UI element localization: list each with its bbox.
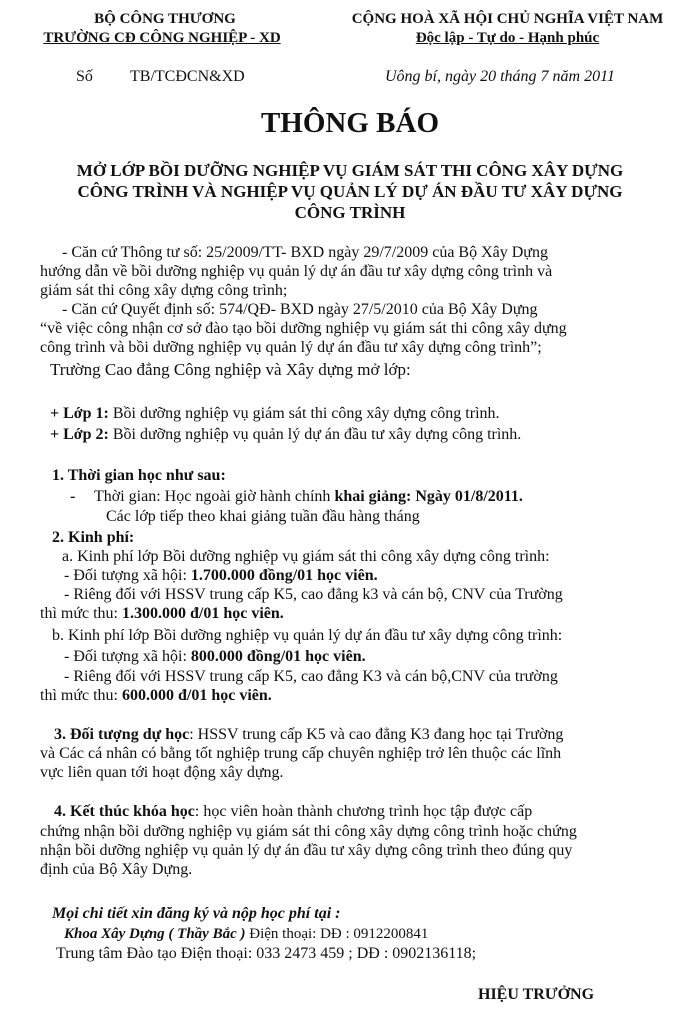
section-3-line-3: vực liên quan tới hoạt động xây dựng.: [40, 764, 284, 781]
document-title: THÔNG BÁO: [260, 107, 440, 139]
section-2-a-social-label: - Đối tượng xã hội:: [64, 567, 191, 584]
section-3-text: : HSSV trung cấp K5 và cao đẳng K3 đang học tại Trường: [189, 726, 564, 743]
section-3-heading: 3. Đối tượng dự học: [54, 726, 190, 743]
basis-1-line-2: hướng dẫn về bồi dưỡng nghiệp vụ quản lý dự án đầu tư xây dựng công trình và: [40, 263, 553, 280]
section-4-line-1: [54, 802, 532, 821]
section-2-b-student-prefix: thì mức thu:: [40, 687, 122, 704]
class-1-label: + Lớp 1:: [50, 405, 109, 422]
section-1-line-2: Các lớp tiếp theo khai giảng tuần đầu hàng tháng: [106, 508, 420, 525]
section-2-b-social-value: 800.000 đồng/01 học viên.: [190, 648, 366, 665]
signature-title: HIỆU TRƯỞNG: [478, 986, 595, 1003]
ministry-name: BỘ CÔNG THƯƠNG: [94, 11, 236, 27]
contact-faculty: Khoa Xây Dựng ( Thầy Bắc ): [64, 926, 246, 942]
section-2-a-student-line-1: - Riêng đối với HSSV trung cấp K5, cao đẳng k3 và cán bộ, CNV của Trường: [64, 586, 563, 603]
school-name-text: TRƯỜNG CĐ CÔNG NGHIỆP - XD: [43, 30, 281, 46]
basis-1-line-3: giám sát thi công xây dựng công trình;: [40, 282, 288, 299]
section-3-line-2: và Các cá nhân có bằng tốt nghiệp trung cấp chuyên nghiệp trở lên thuộc các lĩnh: [40, 745, 562, 762]
section-1-time-text: Thời gian: Học ngoài giờ hành chính: [94, 488, 335, 505]
basis-3: Trường Cao đẳng Công nghiệp và Xây dựng mở lớp:: [50, 360, 411, 379]
basis-2-line-2: “về việc công nhận cơ sở đào tạo bồi dưỡng nghiệp vụ giám sát thi công xây dựng: [40, 320, 567, 337]
school-name: [12, 29, 312, 47]
basis-1-line-1: - Căn cứ Thông tư số: 25/2009/TT- BXD ngày 29/7/2009 của Bộ Xây Dựng: [62, 244, 548, 261]
subtitle-line-2: CÔNG TRÌNH VÀ NGHIỆP VỤ QUẢN LÝ DỰ ÁN ĐẦU TƯ XÂY DỰNG: [77, 182, 623, 201]
class-2-text: Bồi dưỡng nghiệp vụ quản lý dự án đầu tư xây dựng công trình.: [108, 426, 522, 443]
country-name: CỘNG HOÀ XÃ HỘI CHỦ NGHĨA VIỆT NAM: [351, 11, 664, 27]
section-1-heading: 1. Thời gian học như sau:: [52, 467, 226, 484]
section-4-line-2: chứng nhận bồi dưỡng nghiệp vụ giám sát thi công xây dựng công trình hoặc chứng: [40, 823, 577, 840]
section-3-line-1: [54, 725, 563, 744]
section-2-b-social-label: - Đối tượng xã hội:: [64, 648, 191, 665]
section-2-a-social: [64, 566, 378, 585]
section-2-b-student-line-2: [40, 686, 272, 705]
doc-number-label: Số: [76, 68, 93, 85]
section-4-line-3: nhận bồi dưỡng nghiệp vụ quản lý dự án đầu tư xây dựng công trình theo đúng quy: [40, 842, 573, 859]
section-2-b-title: b. Kinh phí lớp Bồi dưỡng nghiệp vụ quản lý dự án đầu tư xây dựng công trình:: [52, 627, 563, 644]
section-2-a-title: a. Kinh phí lớp Bồi dưỡng nghiệp vụ giám sát thi công xây dựng công trình:: [62, 548, 550, 565]
contact-heading: Mọi chi tiết xin đăng ký và nộp học phí tại :: [52, 905, 341, 922]
contact-line-2: Trung tâm Đào tạo Điện thoại: 033 2473 459 ; DĐ : 0902136118;: [56, 945, 477, 962]
basis-2-line-3: công trình và bồi dưỡng nghiệp vụ quản lý dự án đầu tư xây dựng công trình”;: [40, 339, 542, 356]
subtitle-line-3: CÔNG TRÌNH: [294, 203, 406, 222]
class-2-label: + Lớp 2:: [50, 426, 109, 443]
section-2-a-student-value: 1.300.000 đ/01 học viên.: [122, 605, 284, 622]
section-2-heading: 2. Kinh phí:: [52, 529, 135, 546]
section-4-line-4: định của Bộ Xây Dựng.: [40, 861, 193, 878]
section-4-heading: 4. Kết thúc khóa học: [54, 803, 195, 820]
country-motto: [325, 29, 690, 47]
class-1: [50, 404, 500, 423]
doc-number-code: TB/TCĐCN&XD: [130, 68, 245, 85]
section-2-b-social: [64, 647, 366, 666]
class-2: [50, 425, 521, 444]
section-1-line-1: [94, 487, 523, 506]
section-2-b-student-line-1: - Riêng đối với HSSV trung cấp K5, cao đẳng K3 và cán bộ,CNV của trường: [64, 668, 558, 685]
country-motto-text: Độc lập - Tự do - Hạnh phúc: [415, 30, 600, 46]
basis-2-line-1: - Căn cứ Quyết định số: 574/QĐ- BXD ngày 27/5/2010 của Bộ Xây Dựng: [62, 301, 538, 318]
section-2-a-social-value: 1.700.000 đồng/01 học viên.: [190, 567, 378, 584]
section-4-text: : học viên hoàn thành chương trình học tập được cấp: [194, 803, 533, 820]
place-date: Uông bí, ngày 20 tháng 7 năm 2011: [385, 68, 615, 85]
contact-faculty-phone: Điện thoại: DĐ : 0912200841: [245, 926, 429, 942]
contact-line-1: [64, 925, 428, 944]
subtitle-line-1: MỞ LỚP BỒI DƯỠNG NGHIỆP VỤ GIÁM SÁT THI CÔNG XÂY DỰNG: [76, 161, 624, 180]
class-1-text: Bồi dưỡng nghiệp vụ giám sát thi công xây dựng công trình.: [108, 405, 500, 422]
section-1-dash: -: [70, 488, 76, 505]
section-2-a-student-line-2: [40, 604, 284, 623]
section-1-opening-date: khai giảng: Ngày 01/8/2011.: [334, 488, 523, 505]
section-2-a-student-prefix: thì mức thu:: [40, 605, 122, 622]
section-2-b-student-value: 600.000 đ/01 học viên.: [122, 687, 272, 704]
